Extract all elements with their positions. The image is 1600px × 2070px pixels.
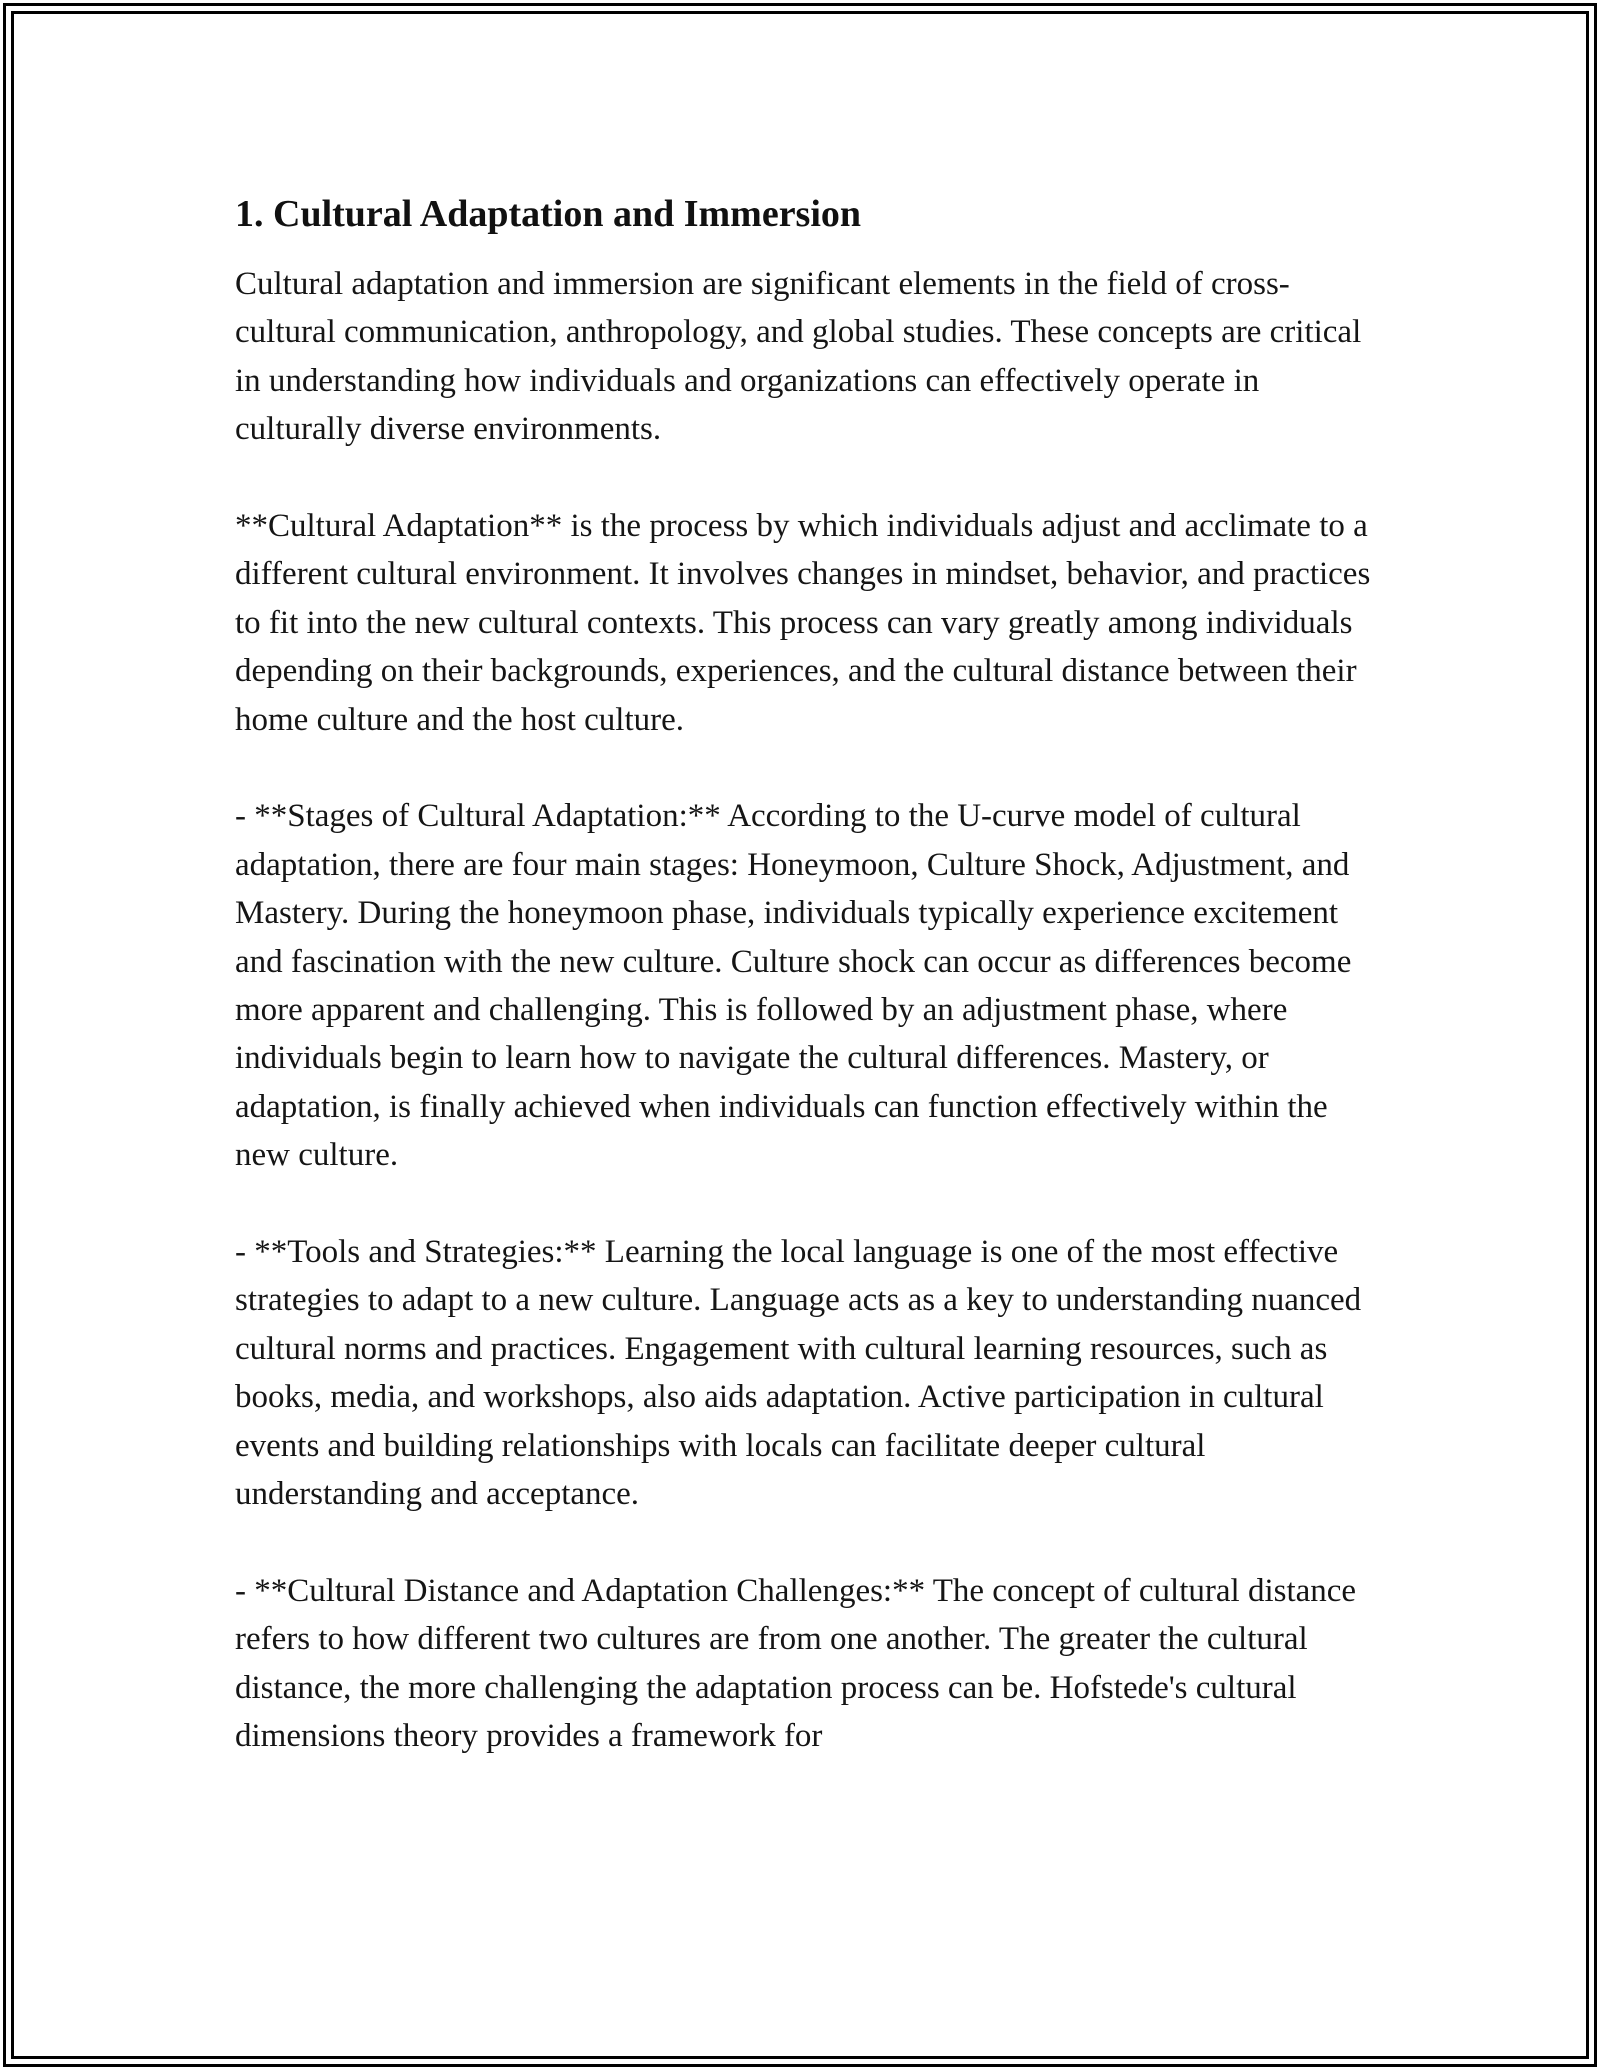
paragraph-cultural-adaptation: **Cultural Adaptation** is the process by which individuals adjust and acclimate to a different cultural environment. It involves changes in mindset, behavior, and practices to fit into the new cultural contexts. This process can vary greatly among individuals depending on their backgrounds, experiences, and the cultural distance between their home culture and the host culture. [235, 508, 1371, 738]
section-heading: 1. Cultural Adaptation and Immersion [235, 193, 862, 235]
paragraph-intro: Cultural adaptation and immersion are significant elements in the field of cross-cultural communication, anthropology, and global studies. These concepts are critical in understanding how individuals and organizations can effectively operate in culturally diverse environments. [235, 266, 1362, 448]
paragraph-stages: - **Stages of Cultural Adaptation:** According to the U-curve model of cultural adaptation, there are four main stages: Honeymoon, Culture Shock, Adjustment, and Mastery. During the honeymoon phase, individuals typically experience excitement and fascination with the new culture. Culture shock can occur as differences become more apparent and challenging. This is followed by an adjustment phase, where individuals begin to learn how to navigate the cultural differences. Mastery, or adaptation, is finally achieved when individuals can function effectively within the new culture. [235, 798, 1352, 1174]
paragraph-tools-strategies: - **Tools and Strategies:** Learning the local language is one of the most effective strategies to adapt to a new culture. Language acts as a key to understanding nuanced cultural norms and practices. Engagement with cultural learning resources, such as books, media, and workshops, also aids adaptation. Active participation in cultural events and building relationships with locals can facilitate deeper cultural understanding and acceptance. [235, 1234, 1362, 1513]
paragraph-cultural-distance: - **Cultural Distance and Adaptation Challenges:** The concept of cultural distance refers to how different two cultures are from one another. The greater the cultural distance, the more challenging the adaptation process can be. Hofstede's cultural dimensions theory provides a framework for [235, 1572, 1357, 1755]
document-body [235, 186, 1385, 1761]
